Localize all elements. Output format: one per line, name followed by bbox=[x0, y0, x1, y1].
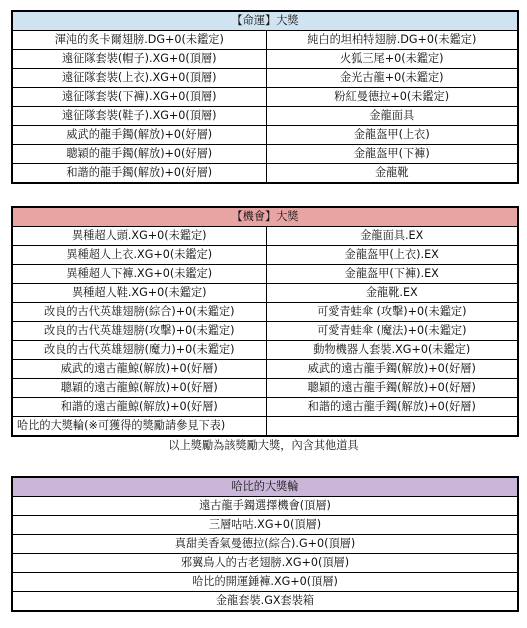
prize-cell: 邪翼鳥人的古老翅膀.XG+0(頂層) bbox=[12, 554, 518, 573]
wheel-prize-table bbox=[11, 476, 519, 612]
table-row bbox=[12, 516, 518, 535]
prize-note: 以上獎勵為該獎勵大獎，內含其他道具 bbox=[168, 439, 359, 452]
table-row bbox=[12, 379, 518, 398]
prize-cell: 威武的遠古龍手鐲(解放)+0(好層) bbox=[266, 360, 518, 379]
table-row bbox=[12, 592, 518, 612]
prize-cell: 金龍面具.EX bbox=[266, 227, 518, 246]
table-row bbox=[12, 164, 518, 184]
prize-cell: 真甜美香氣曼德拉(綜合).G+0(頂層) bbox=[12, 535, 518, 554]
prize-cell: 三層咕咕.XG+0(頂層) bbox=[12, 516, 518, 535]
fate-table-header: 【命運】大獎 bbox=[12, 11, 518, 31]
table-row bbox=[12, 126, 518, 145]
prize-cell: 火狐三尾+0(未鑑定) bbox=[266, 50, 518, 69]
prize-cell: 遠征隊套裝(帽子).XG+0(頂層) bbox=[12, 50, 266, 69]
prize-cell: 和諧的龍手鐲(解放)+0(好層) bbox=[12, 164, 266, 184]
table-row bbox=[12, 322, 518, 341]
empty-cell bbox=[266, 417, 518, 437]
wheel-table-header: 哈比的大獎輪 bbox=[12, 477, 518, 497]
prize-cell: 改良的古代英雄翅膀(攻擊)+0(未鑑定) bbox=[12, 322, 266, 341]
prize-cell: 可愛青蛙傘 (魔法)+0(未鑑定) bbox=[266, 322, 518, 341]
prize-cell: 威武的遠古龍鯨(解放)+0(好層) bbox=[12, 360, 266, 379]
prize-cell: 金龍盔甲(上衣) bbox=[266, 126, 518, 145]
table-row bbox=[12, 497, 518, 516]
prize-cell: 遠征隊套裝(下褲).XG+0(頂層) bbox=[12, 88, 266, 107]
prize-cell: 純白的坦柏特翅膀.DG+0(未鑑定) bbox=[266, 31, 518, 50]
table-row bbox=[12, 227, 518, 246]
table-row bbox=[12, 69, 518, 88]
prize-cell: 金龍面具 bbox=[266, 107, 518, 126]
table-row bbox=[12, 554, 518, 573]
prize-cell: 異種超人鞋.XG+0(未鑑定) bbox=[12, 284, 266, 303]
prize-cell: 改良的古代英雄翅膀(魔力)+0(未鑑定) bbox=[12, 341, 266, 360]
prize-cell: 聰穎的遠古龍鯨(解放)+0(好層) bbox=[12, 379, 266, 398]
table-row bbox=[12, 284, 518, 303]
chance-table-header: 【機會】大獎 bbox=[12, 207, 518, 227]
table-row bbox=[12, 341, 518, 360]
table-row bbox=[12, 88, 518, 107]
prize-cell: 遠古龍手鐲選擇機會(頂層) bbox=[12, 497, 518, 516]
prize-cell: 異種超人頭.XG+0(未鑑定) bbox=[12, 227, 266, 246]
chance-prize-table bbox=[11, 206, 519, 437]
table-row bbox=[12, 417, 518, 437]
prize-cell: 和諧的遠古龍手鐲(解放)+0(好層) bbox=[266, 398, 518, 417]
table-row bbox=[12, 246, 518, 265]
prize-cell: 遠征隊套裝(鞋子).XG+0(頂層) bbox=[12, 107, 266, 126]
prize-cell: 金龍盔甲(上衣).EX bbox=[266, 246, 518, 265]
prize-cell: 金龍靴.EX bbox=[266, 284, 518, 303]
fate-prize-table bbox=[11, 10, 519, 184]
prize-cell: 粉紅曼德拉+0(未鑑定) bbox=[266, 88, 518, 107]
table-row bbox=[12, 398, 518, 417]
table-row bbox=[12, 50, 518, 69]
table-row bbox=[12, 303, 518, 322]
prize-cell: 金龍盔甲(下褲).EX bbox=[266, 265, 518, 284]
table-row bbox=[12, 535, 518, 554]
table-row bbox=[12, 573, 518, 592]
table-row bbox=[12, 265, 518, 284]
table-row bbox=[12, 145, 518, 164]
wheel-reference-cell: 哈比的大獎輪(※可獲得的獎勵請參見下表) bbox=[12, 417, 266, 437]
prize-cell: 改良的古代英雄翅膀(綜合)+0(未鑑定) bbox=[12, 303, 266, 322]
prize-cell: 動物機器人套裝.XG+0(未鑑定) bbox=[266, 341, 518, 360]
prize-cell: 可愛青蛙傘 (攻擊)+0(未鑑定) bbox=[266, 303, 518, 322]
prize-cell: 異種超人上衣.XG+0(未鑑定) bbox=[12, 246, 266, 265]
prize-cell: 和諧的遠古龍鯨(解放)+0(好層) bbox=[12, 398, 266, 417]
prize-cell: 哈比的開運錘褲.XG+0(頂層) bbox=[12, 573, 518, 592]
table-row bbox=[12, 31, 518, 50]
prize-cell: 金龍盔甲(下褲) bbox=[266, 145, 518, 164]
prize-cell: 聰穎的龍手鐲(解放)+0(好層) bbox=[12, 145, 266, 164]
prize-cell: 渾沌的炙卡爾翅膀.DG+0(未鑑定) bbox=[12, 31, 266, 50]
prize-cell: 金光古龍+0(未鑑定) bbox=[266, 69, 518, 88]
prize-cell: 遠征隊套裝(上衣).XG+0(頂層) bbox=[12, 69, 266, 88]
prize-cell: 異種超人下褲.XG+0(未鑑定) bbox=[12, 265, 266, 284]
table-row bbox=[12, 107, 518, 126]
prize-cell: 金龍靴 bbox=[266, 164, 518, 184]
prize-cell: 金龍套裝.GX套裝箱 bbox=[12, 592, 518, 612]
prize-cell: 聰穎的遠古龍手鐲(解放)+0(好層) bbox=[266, 379, 518, 398]
table-row bbox=[12, 360, 518, 379]
prize-cell: 威武的龍手鐲(解放)+0(好層) bbox=[12, 126, 266, 145]
